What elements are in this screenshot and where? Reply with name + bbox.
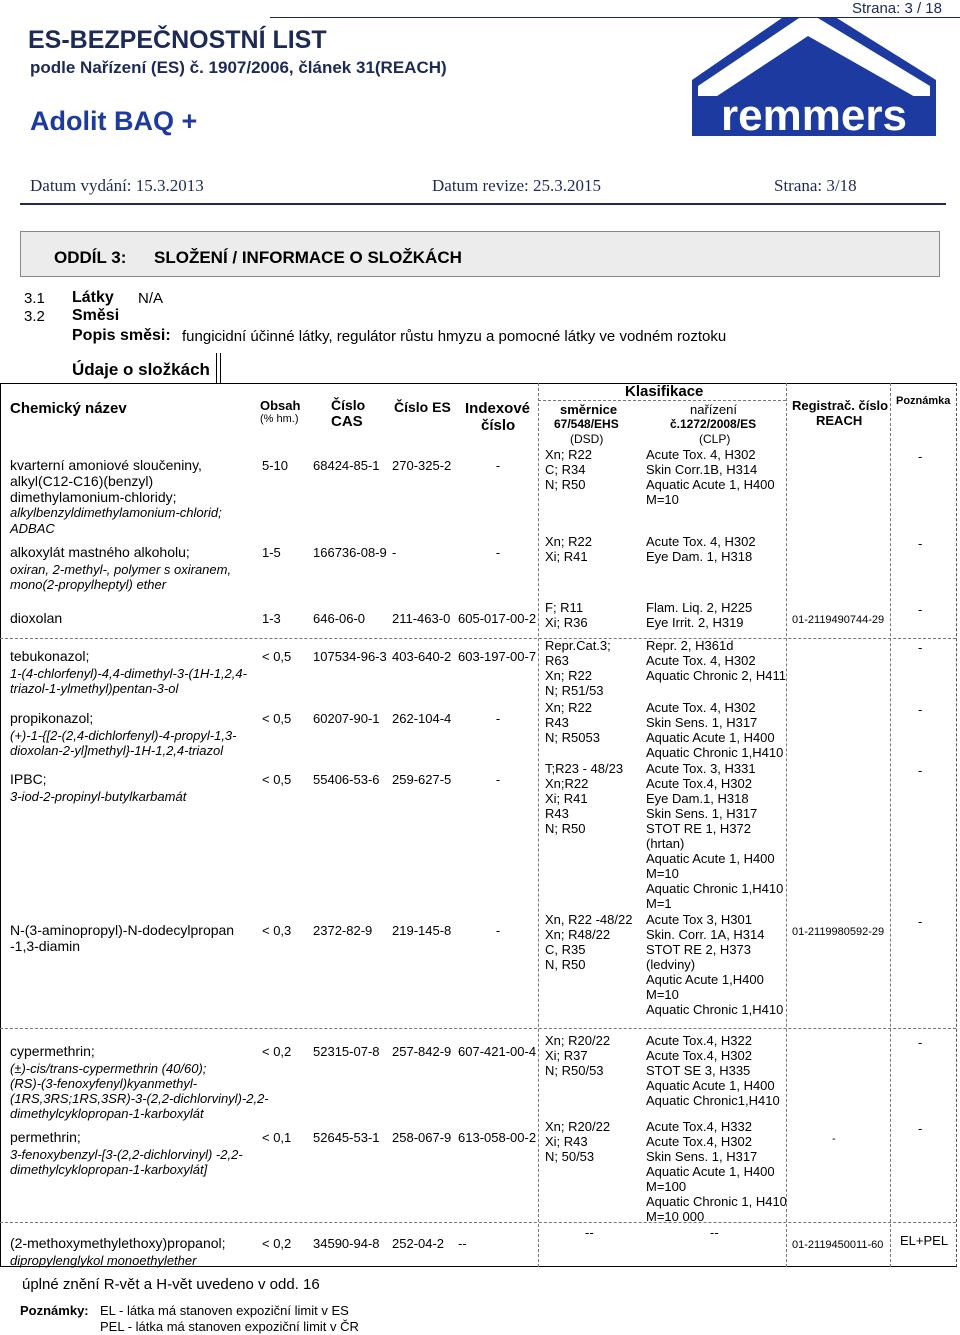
component-name: dioxolan	[10, 610, 63, 626]
component-synonym: dioxolan-2-yl]methyl}-1H-1,2,4-triazol	[10, 743, 224, 758]
heading-bar	[216, 353, 217, 383]
component-index: -	[495, 923, 501, 938]
component-synonym: mono(2-propylheptyl) ether	[10, 577, 167, 592]
note-el: EL - látka má stanoven expoziční limit v ES	[100, 1303, 349, 1318]
dsd-classification: Xi; R41	[545, 549, 588, 564]
clp-classification: Eye Dam. 1, H318	[646, 549, 753, 564]
dsd-classification: N, R50	[545, 957, 586, 972]
dsd-classification: R43	[545, 806, 569, 821]
component-note: -	[918, 536, 923, 551]
component-cas: 107534-96-3	[313, 649, 387, 664]
document-title: ES-BEZPEČNOSTNÍ LIST	[28, 26, 327, 54]
component-name: cypermethrin;	[10, 1043, 95, 1059]
clp-classification: Skin Sens. 1, H317	[646, 806, 758, 821]
section-number: ODDÍL 3:	[54, 248, 127, 267]
s31-value: N/A	[138, 290, 164, 307]
s31-label: Látky	[72, 289, 114, 306]
clp-classification: Repr. 2, H361d	[646, 638, 734, 653]
header-klasifikace: Klasifikace	[625, 383, 704, 400]
table-row-divider	[0, 1028, 956, 1029]
component-synonym: (RS)-(3-fenoxyfenyl)kyanmethyl-	[10, 1076, 198, 1091]
component-cas: 52645-53-1	[313, 1130, 380, 1145]
clp-classification: Aqutic Acute 1,H400	[646, 972, 764, 987]
dsd-classification: Xi; R37	[545, 1048, 588, 1063]
clp-classification: Eye Dam.1, H318	[646, 791, 749, 806]
clp-classification: Skin. Corr. 1A, H314	[646, 927, 765, 942]
clp-classification: Aquatic Chronic 2, H411	[646, 668, 786, 683]
revision-date: Datum revize: 25.3.2015	[432, 176, 602, 195]
header-content: Obsah	[260, 398, 301, 413]
clp-classification: Skin Sens. 1, H317	[646, 1149, 758, 1164]
dsd-classification: F; R11	[545, 600, 584, 615]
component-content: < 0,5	[262, 649, 292, 664]
clp-classification: Aquatic Chronic 1, H410	[646, 1194, 787, 1209]
dsd-classification: N; R50	[545, 821, 586, 836]
component-synonym: ADBAC	[10, 521, 55, 536]
component-cas: 34590-94-8	[313, 1236, 380, 1251]
component-content: < 0,5	[262, 711, 292, 726]
description-value: fungicidní účinné látky, regulátor růstu hmyzu a pomocné látky ve vodném roztoku	[182, 328, 727, 345]
dsd-classification: Repr.Cat.3;	[545, 638, 611, 653]
clp-classification: Aquatic Chronic 1,H410	[646, 745, 784, 760]
dsd-classification: N; R50/53	[545, 1063, 604, 1078]
dsd-classification: Xn; R22	[545, 534, 592, 549]
component-cas: 2372-82-9	[313, 923, 373, 938]
clp-classification: STOT SE 3, H335	[646, 1063, 751, 1078]
component-es: 262-104-4	[392, 711, 452, 726]
dsd-classification: Xn; R48/22	[545, 927, 611, 942]
page-number: Strana: 3/18	[774, 176, 857, 195]
page-number-top: Strana: 3 / 18	[851, 0, 942, 17]
component-name: tebukonazol;	[10, 648, 90, 664]
clp-classification: Aquatic Chronic 1,H410	[646, 881, 784, 896]
component-name: dimethylamonium-chloridy;	[10, 489, 177, 505]
clp-classification: Acute Tox. 4, H302	[646, 653, 756, 668]
component-es: 403-640-2	[392, 649, 452, 664]
component-synonym: 3-iod-2-propinyl-butylkarbamát	[10, 789, 187, 804]
table-row-divider	[0, 638, 956, 639]
clp-classification: Acute Tox. 3, H331	[646, 761, 756, 776]
dsd-classification: Xn; R20/22	[545, 1033, 611, 1048]
header-cas-2: CAS	[331, 413, 363, 430]
s32-number: 3.2	[24, 308, 45, 325]
component-name: alkyl(C12-C16)(benzyl)	[10, 473, 154, 489]
component-cas: 60207-90-1	[313, 711, 380, 726]
reach-number: -	[832, 1133, 836, 1145]
clp-classification: STOT RE 2, H373	[646, 942, 752, 957]
s32-label: Směsi	[72, 307, 120, 324]
component-name: permethrin;	[10, 1129, 81, 1145]
component-synonym: (1RS,3RS;1RS,3SR)-3-(2,2-dichlorvinyl)-2,2-	[10, 1091, 269, 1106]
header-rule	[20, 203, 946, 205]
table-col-divider	[890, 383, 891, 1267]
component-es: 252-04-2	[392, 1236, 445, 1251]
component-es: 259-627-5	[392, 772, 452, 787]
header-clp-1: nařízení	[690, 402, 737, 417]
clp-classification: Acute Tox. 4, H302	[646, 534, 756, 549]
notes-label: Poznámky:	[20, 1303, 89, 1318]
clp-classification: Aquatic Chronic 1,H410	[646, 1002, 784, 1017]
dsd-classification: N; R51/53	[545, 683, 604, 698]
clp-classification: M=1	[646, 896, 672, 911]
component-synonym: (±)-cis/trans-cypermethrin (40/60);	[10, 1061, 207, 1076]
component-content: < 0,1	[262, 1130, 292, 1145]
clp-classification: Acute Tox. 4, H302	[646, 700, 756, 715]
component-index: 605-017-00-2	[458, 611, 537, 626]
component-note: -	[918, 449, 923, 464]
component-note: -	[918, 914, 923, 929]
dsd-classification: Xn, R22 -48/22	[545, 912, 633, 927]
clp-classification: Acute Tox.4, H302	[646, 776, 752, 791]
header-clp-2: č.1272/2008/ES	[670, 417, 757, 431]
component-index: -	[495, 545, 501, 560]
component-index: -	[495, 711, 501, 726]
component-index: 613-058-00-2	[458, 1130, 537, 1145]
logo-text: remmers	[721, 91, 907, 136]
clp-classification: Aquatic Acute 1, H400	[646, 1078, 775, 1093]
dsd-classification: N; R5053	[545, 730, 600, 745]
component-content: 5-10	[262, 458, 289, 473]
component-cas: 55406-53-6	[313, 772, 380, 787]
component-name: IPBC;	[10, 771, 47, 787]
clp-classification: Aquatic Chronic1,H410	[646, 1093, 780, 1108]
clp-classification: M=10	[646, 866, 679, 881]
dsd-classification: Xi; R41	[545, 791, 588, 806]
clp-classification: M=10 000	[646, 1209, 705, 1224]
header-reach-2: REACH	[816, 413, 863, 428]
component-es: 211-463-0	[392, 611, 451, 626]
clp-classification: Acute Tox.4, H332	[646, 1119, 752, 1134]
component-index: 603-197-00-7	[458, 649, 537, 664]
dsd-classification: Xi; R36	[545, 615, 588, 630]
dsd-classification: Xn; R20/22	[545, 1119, 611, 1134]
component-note: -	[918, 702, 923, 717]
dsd-classification: Xn; R22	[545, 700, 592, 715]
component-name: propikonazol;	[10, 710, 94, 726]
klasifikace-divider	[538, 400, 786, 401]
clp-classification: Acute Tox.4, H322	[646, 1033, 752, 1048]
table-row-divider	[0, 1222, 956, 1223]
reach-number: 01-2119490744-29	[792, 614, 885, 626]
component-note: -	[918, 1035, 923, 1050]
header-dsd-2: 67/548/EHS	[554, 417, 619, 431]
dsd-classification: --	[585, 1225, 594, 1240]
clp-classification: Acute Tox 3, H301	[646, 912, 752, 927]
header-dsd-1: směrnice	[560, 402, 618, 417]
component-synonym: triazol-1-ylmethyl)pentan-3-ol	[10, 681, 179, 696]
clp-classification: (hrtan)	[646, 836, 685, 851]
dsd-classification: Xn;R22	[545, 776, 589, 791]
component-synonym: oxiran, 2-methyl-, polymer s oxiranem,	[10, 562, 232, 577]
full-text-reference: úplné znění R-vět a H-vět uvedeno v odd. 16	[22, 1276, 320, 1293]
dsd-classification: R63	[545, 653, 569, 668]
component-synonym: 1-(4-chlorfenyl)-4,4-dimethyl-3-(1H-1,2,4-	[10, 666, 247, 681]
component-note: -	[918, 1121, 923, 1136]
clp-classification: Aquatic Acute 1, H400	[646, 730, 775, 745]
header-name: Chemický název	[10, 400, 127, 417]
header-index-1: Indexové	[465, 400, 531, 417]
s31-number: 3.1	[24, 290, 45, 307]
clp-classification: Skin Sens. 1, H317	[646, 715, 758, 730]
clp-classification: Aquatic Acute 1, H400	[646, 477, 775, 492]
dsd-classification: T;R23 - 48/23	[545, 761, 624, 776]
component-note: -	[918, 640, 923, 655]
component-name: N-(3-aminopropyl)-N-dodecylpropan	[10, 922, 235, 938]
header-content-unit: (% hm.)	[260, 413, 299, 425]
components-heading: Údaje o složkách	[72, 360, 210, 379]
section-title: SLOŽENÍ / INFORMACE O SLOŽKÁCH	[154, 248, 462, 267]
dsd-classification: Xn; R22	[545, 447, 592, 462]
header-clp-3: (CLP)	[699, 432, 731, 446]
component-cas: 646-06-0	[313, 611, 366, 626]
component-synonym: alkylbenzyldimethylamonium-chlorid;	[10, 505, 222, 520]
description-label: Popis směsi:	[72, 327, 171, 344]
component-index: --	[458, 1236, 467, 1251]
dsd-classification: C; R34	[545, 462, 586, 477]
header-note: Poznámka	[896, 395, 951, 407]
clp-classification: (ledviny)	[646, 957, 696, 972]
header-reach-1: Registrač. číslo	[792, 398, 889, 413]
dsd-classification: N; R50	[545, 477, 586, 492]
clp-classification: Aquatic Acute 1, H400	[646, 851, 775, 866]
clp-classification: M=100	[646, 1179, 687, 1194]
clp-classification: Acute Tox.4, H302	[646, 1134, 752, 1149]
component-synonym: dimethylcyklopropan-1-karboxylát]	[10, 1162, 208, 1177]
dsd-classification: Xn; R22	[545, 668, 592, 683]
clp-classification: M=10	[646, 987, 679, 1002]
remmers-logo	[688, 18, 940, 136]
component-synonym: 3-fenoxybenzyl-[3-(2,2-dichlorvinyl) -2,2-	[10, 1147, 243, 1162]
document-subtitle: podle Nařízení (ES) č. 1907/2006, článek 31(REACH)	[30, 58, 447, 77]
component-content: < 0,5	[262, 772, 292, 787]
table-col-divider	[538, 383, 539, 1267]
component-note: -	[918, 602, 923, 617]
header-cas-1: Číslo	[331, 397, 366, 413]
component-synonym: dipropylenglykol monoethylether	[10, 1253, 197, 1268]
component-cas: 166736-08-9	[313, 545, 387, 560]
component-cas: 68424-85-1	[313, 458, 380, 473]
header-es: Číslo ES	[394, 399, 451, 415]
clp-classification: M=10	[646, 492, 679, 507]
table-col-divider	[786, 383, 787, 1267]
component-content: < 0,3	[262, 923, 292, 938]
heading-bar	[220, 353, 221, 383]
component-content: < 0,2	[262, 1236, 292, 1251]
clp-classification: Eye Irrit. 2, H319	[646, 615, 744, 630]
component-name: kvarterní amoniové sloučeniny,	[10, 457, 202, 473]
header-dsd-3: (DSD)	[570, 432, 604, 446]
component-es: 258-067-9	[392, 1130, 452, 1145]
clp-classification: Flam. Liq. 2, H225	[646, 600, 753, 615]
component-name: -1,3-diamin	[10, 938, 81, 954]
component-es: 257-842-9	[392, 1044, 452, 1059]
component-es: 219-145-8	[392, 923, 452, 938]
component-index: -	[495, 458, 501, 473]
product-name: Adolit BAQ +	[30, 106, 198, 136]
component-index: 607-421-00-4	[458, 1044, 537, 1059]
dsd-classification: R43	[545, 715, 569, 730]
component-content: 1-3	[262, 611, 281, 626]
component-note: EL+PEL	[900, 1233, 949, 1248]
component-es: 270-325-2	[392, 458, 452, 473]
component-name: alkoxylát mastného alkoholu;	[10, 544, 190, 560]
dsd-classification: C, R35	[545, 942, 586, 957]
component-synonym: (+)-1-{[2-(2,4-dichlorfenyl)-4-propyl-1,3-	[10, 728, 237, 743]
dsd-classification: N; 50/53	[545, 1149, 595, 1164]
component-index: -	[495, 772, 501, 787]
header-index-2: číslo	[481, 417, 516, 434]
clp-classification: --	[710, 1225, 719, 1240]
component-es: -	[392, 545, 397, 560]
issue-date: Datum vydání: 15.3.2013	[30, 176, 204, 195]
note-pel: PEL - látka má stanoven expoziční limit v ČR	[100, 1319, 359, 1334]
reach-number: 01-2119980592-29	[792, 926, 885, 938]
dsd-classification: Xi; R43	[545, 1134, 588, 1149]
clp-classification: Skin Corr.1B, H314	[646, 462, 758, 477]
reach-number: 01-2119450011-60	[792, 1239, 884, 1251]
clp-classification: STOT RE 1, H372	[646, 821, 752, 836]
component-content: 1-5	[262, 545, 281, 560]
component-synonym: dimethylcyklopropan-1-karboxylát	[10, 1106, 204, 1121]
clp-classification: Acute Tox. 4, H302	[646, 447, 756, 462]
component-name: (2-methoxymethylethoxy)propanol;	[10, 1235, 226, 1251]
clp-classification: Aquatic Acute 1, H400	[646, 1164, 775, 1179]
clp-classification: Acute Tox.4, H302	[646, 1048, 752, 1063]
component-note: -	[918, 763, 923, 778]
component-cas: 52315-07-8	[313, 1044, 380, 1059]
component-content: < 0,2	[262, 1044, 292, 1059]
